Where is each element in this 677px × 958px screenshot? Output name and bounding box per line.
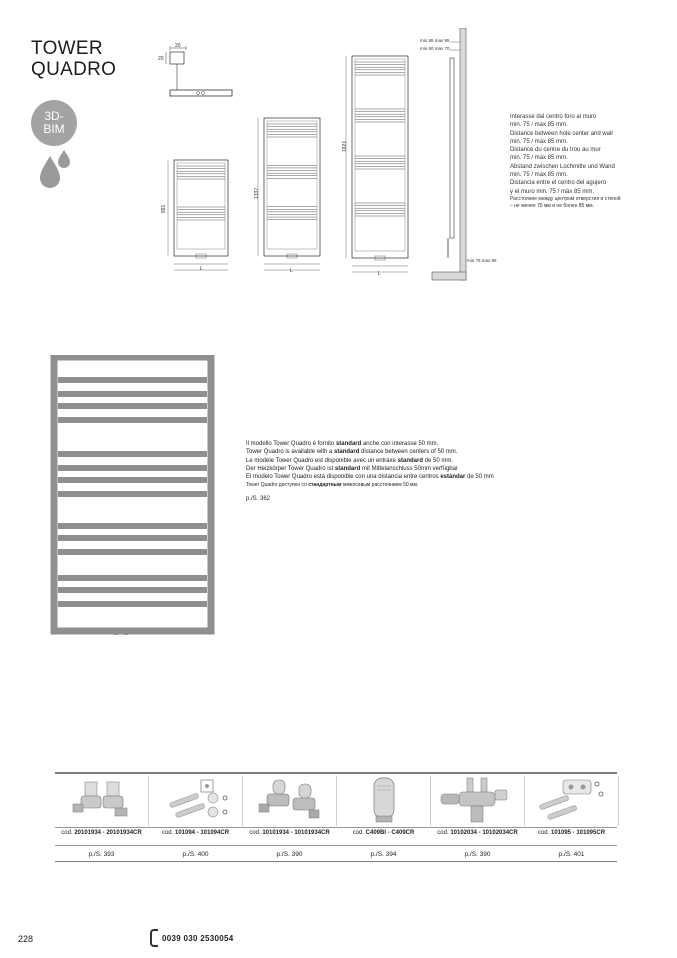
chrome-valve-pair-icon [243, 776, 336, 826]
3d-bim-badge[interactable] [31, 100, 77, 146]
radiator-bar [58, 575, 207, 581]
title-line-2: QUADRO [31, 59, 117, 80]
radiator-inner-frame [355, 59, 405, 251]
accessory-code-5: cod. 10102034 - 10102034CR [437, 830, 518, 836]
note-it-1: Interasse dal centro foro al muro [510, 114, 597, 120]
wall-bottom-dim: min 75 max 85 [467, 258, 497, 263]
radiator-bar [58, 403, 207, 409]
accessory-code-4: cod. C409BI - C409CR [352, 830, 415, 836]
std-en: Tower Quadro is available with a standard distance between centers of 50 mm. [246, 449, 458, 456]
title-line-1: TOWER [31, 38, 103, 59]
std-it: Il modello Tower Quadro è fornito standard anche con interasse 50 mm. [246, 441, 439, 447]
radiator-bar [58, 535, 207, 541]
top-dim-a: 20 [175, 43, 181, 49]
accessory-code-3: cod. 10101934 - 10101934CR [249, 830, 330, 836]
width-small-label: L [200, 266, 203, 272]
std-de: Der Heizkörper Tower Quadro ist standard mit Mittelanschluss 50mm verfügbar [246, 465, 458, 472]
note-fr-2: min. 75 / max 85 mm. [510, 155, 568, 162]
std-es: El modelo Tower Quadro está disponible con una distancia entre centros estándar de 50 mm [246, 474, 494, 481]
table-top-rule [55, 772, 617, 774]
mono-valve-icon [431, 776, 524, 826]
accessory-image-2 [149, 776, 243, 826]
badge-line-2: BIM [43, 122, 65, 136]
note-en-2: min. 75 / max 85 mm. [510, 138, 568, 145]
height-medium-label: 1337 [254, 187, 260, 199]
front-view-small-drawing [160, 150, 240, 280]
radiator-product-image [50, 355, 215, 637]
note-it-2: min. 75 / max 85 mm. [510, 122, 568, 129]
radiator-frame [352, 56, 408, 258]
radiator-bar [58, 377, 207, 383]
distance-note [510, 113, 630, 210]
standard-distance-note [246, 440, 506, 503]
accessory-code-1: cod. 20101934 - 20101934CR [61, 830, 142, 836]
top-view-drawing [150, 40, 240, 102]
accessory-image-3 [243, 776, 337, 826]
accessory-page-5[interactable]: p./S. 390 [464, 851, 491, 858]
radiator-bar [58, 587, 207, 593]
thermostatic-head-icon [337, 776, 430, 826]
radiator-bar [58, 391, 207, 397]
table-rule-2 [55, 845, 617, 846]
accessory-image-1 [55, 776, 149, 826]
accessory-image-5 [431, 776, 525, 826]
radiator-bar [58, 491, 207, 497]
note-es-2: y el muro min. 75 / máx 85 mm. [510, 188, 595, 195]
radiator-inner-frame [267, 121, 317, 249]
top-dim-b: 20 [158, 56, 164, 62]
accessory-page-6[interactable]: p./S. 401 [558, 851, 585, 858]
note-en-1: Distance between hole center and wall [510, 130, 613, 137]
table-rule-3 [55, 861, 617, 862]
radiator-bar [58, 549, 207, 555]
wall-top-dim-2: min 60 max 70 [420, 46, 450, 51]
height-large-label: 1621 [342, 140, 348, 152]
radiator-valve-left [114, 629, 118, 635]
radiator-valve-right [124, 629, 128, 635]
note-es-1: Distancia entre el centro del agujero [510, 180, 607, 187]
accessory-image-6 [525, 776, 619, 826]
page-number: 228 [18, 934, 34, 944]
note-ru-2: – не менее 75 мм и не более 85 мм. [510, 202, 594, 209]
height-small-label: 891 [161, 204, 167, 213]
radiator-bar [58, 523, 207, 529]
note-fr-1: Distance du centre du trou au mur [510, 147, 601, 154]
radiator-bar [58, 451, 207, 457]
radiator-bar [58, 417, 207, 423]
angled-valve-pair-icon [55, 776, 148, 826]
width-medium-label: L [290, 268, 293, 274]
badge-line-1: 3D- [44, 109, 64, 123]
accessory-page-3[interactable]: p./S. 390 [276, 851, 303, 858]
front-view-medium-drawing [250, 110, 330, 280]
water-drops-icon [38, 148, 72, 188]
radiator-bar [58, 601, 207, 607]
double-cover-kit-icon [525, 776, 618, 826]
radiator-inner-frame [177, 163, 225, 249]
accessory-image-4 [337, 776, 431, 826]
accessory-page-2[interactable]: p./S. 400 [182, 851, 209, 858]
side-view-wall-drawing [418, 28, 508, 284]
radiator-frame [174, 160, 228, 256]
wall-top-dim-1: min 85 max 95 [420, 38, 450, 43]
accessory-code-6: cod. 101095 - 101095CR [537, 830, 606, 836]
accessory-code-2: cod. 101094 - 101094CR [161, 830, 230, 836]
front-view-large-drawing [338, 48, 418, 283]
radiator-bar [58, 477, 207, 483]
note-de-2: min. 75 / max 85 mm. [510, 172, 568, 179]
table-rule-1 [55, 827, 617, 828]
std-ru: Tower Quadro доступен со стандартным межосевым расстоянием 50 мм. [246, 482, 419, 489]
phone-icon [150, 929, 158, 947]
product-title [31, 38, 116, 80]
radiator-bar [58, 465, 207, 471]
std-page-ref[interactable]: p./S. 362 [246, 495, 271, 502]
width-large-label: L [378, 271, 381, 277]
phone-contact[interactable] [150, 930, 234, 946]
radiator-frame [264, 118, 320, 256]
pipe-cover-kit-icon [149, 776, 242, 826]
accessory-page-1[interactable]: p./S. 393 [88, 851, 115, 858]
note-ru-1: Расстояние между центром отверстия и стеной [510, 195, 621, 202]
phone-number: 0039 030 2530054 [162, 933, 234, 943]
std-fr: Le modèle Tower Quadro est disponible avec un entraxe standard de 50 mm. [246, 457, 454, 464]
note-de-1: Abstand zwischen Lochmitte und Wand [510, 163, 615, 170]
accessory-page-4[interactable]: p./S. 394 [370, 851, 397, 858]
